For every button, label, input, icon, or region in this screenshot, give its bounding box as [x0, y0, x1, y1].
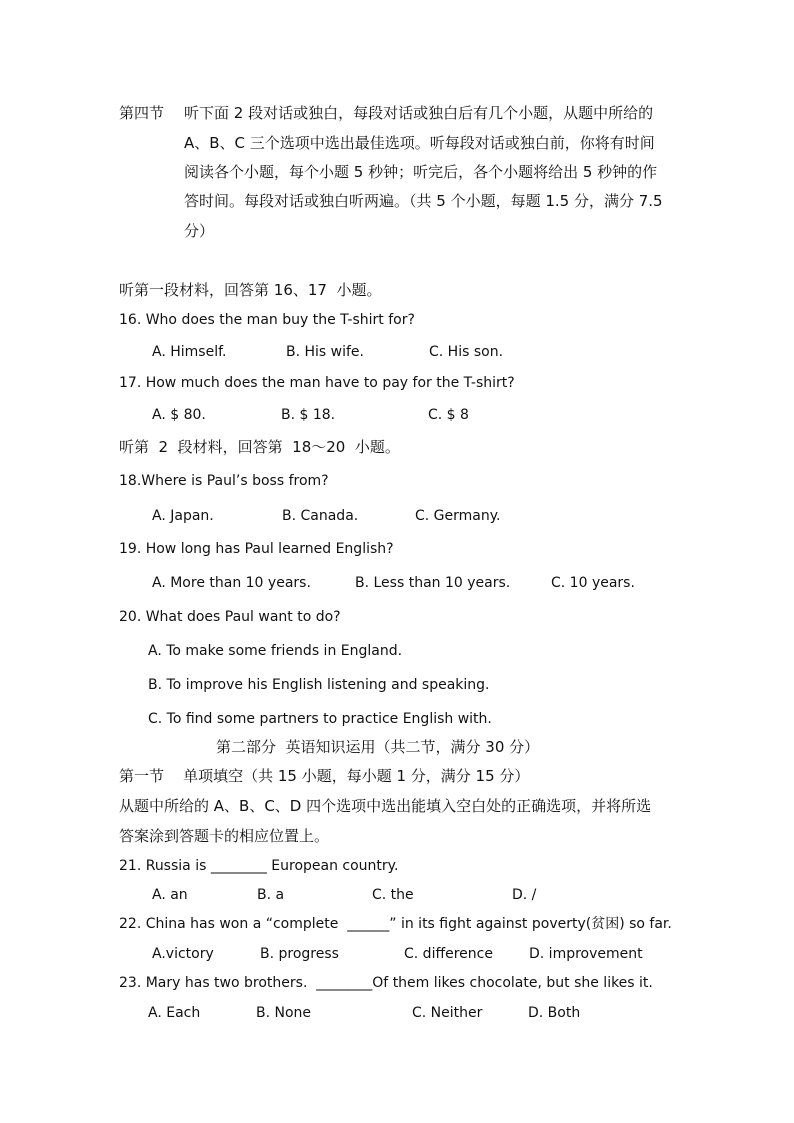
- option-c: C. $ 8: [428, 407, 469, 423]
- option-a: A. To make some friends in England.: [148, 643, 403, 659]
- question-stem: 17. How much does the man have to pay for the T-shirt?: [119, 375, 515, 391]
- question-stem: 21. Russia is ________ European country.: [119, 858, 399, 874]
- option-a: A. Himself.: [152, 344, 227, 360]
- section-heading: 第一节 单项填空（共 15 小题，每小题 1 分，满分 15 分）: [119, 767, 530, 785]
- option-c: C. To find some partners to practice English with.: [148, 711, 492, 727]
- option-c: C. Germany.: [415, 508, 501, 524]
- option-d: D. Both: [528, 1005, 581, 1021]
- option-b: B. Canada.: [282, 508, 359, 524]
- option-a: A. Japan.: [152, 508, 214, 524]
- option-a: A. More than 10 years.: [152, 575, 311, 591]
- passage-intro: 听第 2 段材料，回答第 18～20 小题。: [119, 438, 400, 456]
- question-stem: 22. China has won a “complete ______” in its fight against poverty(贫困) so far.: [119, 916, 672, 932]
- section-instruction-line: 听下面 2 段对话或独白，每段对话或独白后有几个小题，从题中所给的: [184, 104, 654, 122]
- question-stem: 19. How long has Paul learned English?: [119, 541, 394, 557]
- section-instruction-line: 分）: [184, 222, 215, 240]
- option-c: C. 10 years.: [551, 575, 635, 591]
- part-title: 第二部分 英语知识运用（共二节，满分 30 分）: [216, 738, 540, 756]
- section-instruction-line: 答时间。每段对话或独白听两遍。（共 5 个小题，每题 1.5 分，满分 7.5: [184, 192, 663, 210]
- option-c: C. His son.: [429, 344, 504, 360]
- passage-intro: 听第一段材料，回答第 16、17 小题。: [119, 281, 382, 299]
- option-a: A. Each: [148, 1005, 201, 1021]
- instruction-line: 从题中所给的 A、B、C、D 四个选项中选出能填入空白处的正确选项，并将所选: [119, 797, 652, 815]
- option-b: B. None: [256, 1005, 312, 1021]
- question-stem: 18.Where is Paul’s boss from?: [119, 473, 329, 489]
- option-b: B. His wife.: [286, 344, 364, 360]
- section-instruction-line: A、B、C 三个选项中选出最佳选项。听每段对话或独白前，你将有时间: [184, 134, 655, 152]
- option-b: B. To improve his English listening and speaking.: [148, 677, 490, 693]
- instruction-line: 答案涂到答题卡的相应位置上。: [119, 827, 330, 845]
- option-c: C. the: [372, 887, 414, 903]
- section-instruction-line: 阅读各个小题，每个小题 5 秒钟；听完后，各个小题将给出 5 秒钟的作: [184, 163, 658, 181]
- question-stem: 16. Who does the man buy the T-shirt for?: [119, 312, 415, 328]
- option-d: D. improvement: [529, 946, 643, 962]
- option-a: A.victory: [152, 946, 214, 962]
- option-b: B. Less than 10 years.: [355, 575, 511, 591]
- option-b: B. $ 18.: [281, 407, 336, 423]
- option-a: A. $ 80.: [152, 407, 206, 423]
- question-stem: 23. Mary has two brothers. ________Of them likes chocolate, but she likes it.: [119, 975, 653, 991]
- question-stem: 20. What does Paul want to do?: [119, 609, 341, 625]
- section-label: 第四节: [119, 104, 165, 122]
- option-d: D. /: [512, 887, 537, 903]
- option-c: C. difference: [404, 946, 493, 962]
- option-b: B. a: [257, 887, 285, 903]
- option-a: A. an: [152, 887, 188, 903]
- option-c: C. Neither: [412, 1005, 483, 1021]
- option-b: B. progress: [260, 946, 339, 962]
